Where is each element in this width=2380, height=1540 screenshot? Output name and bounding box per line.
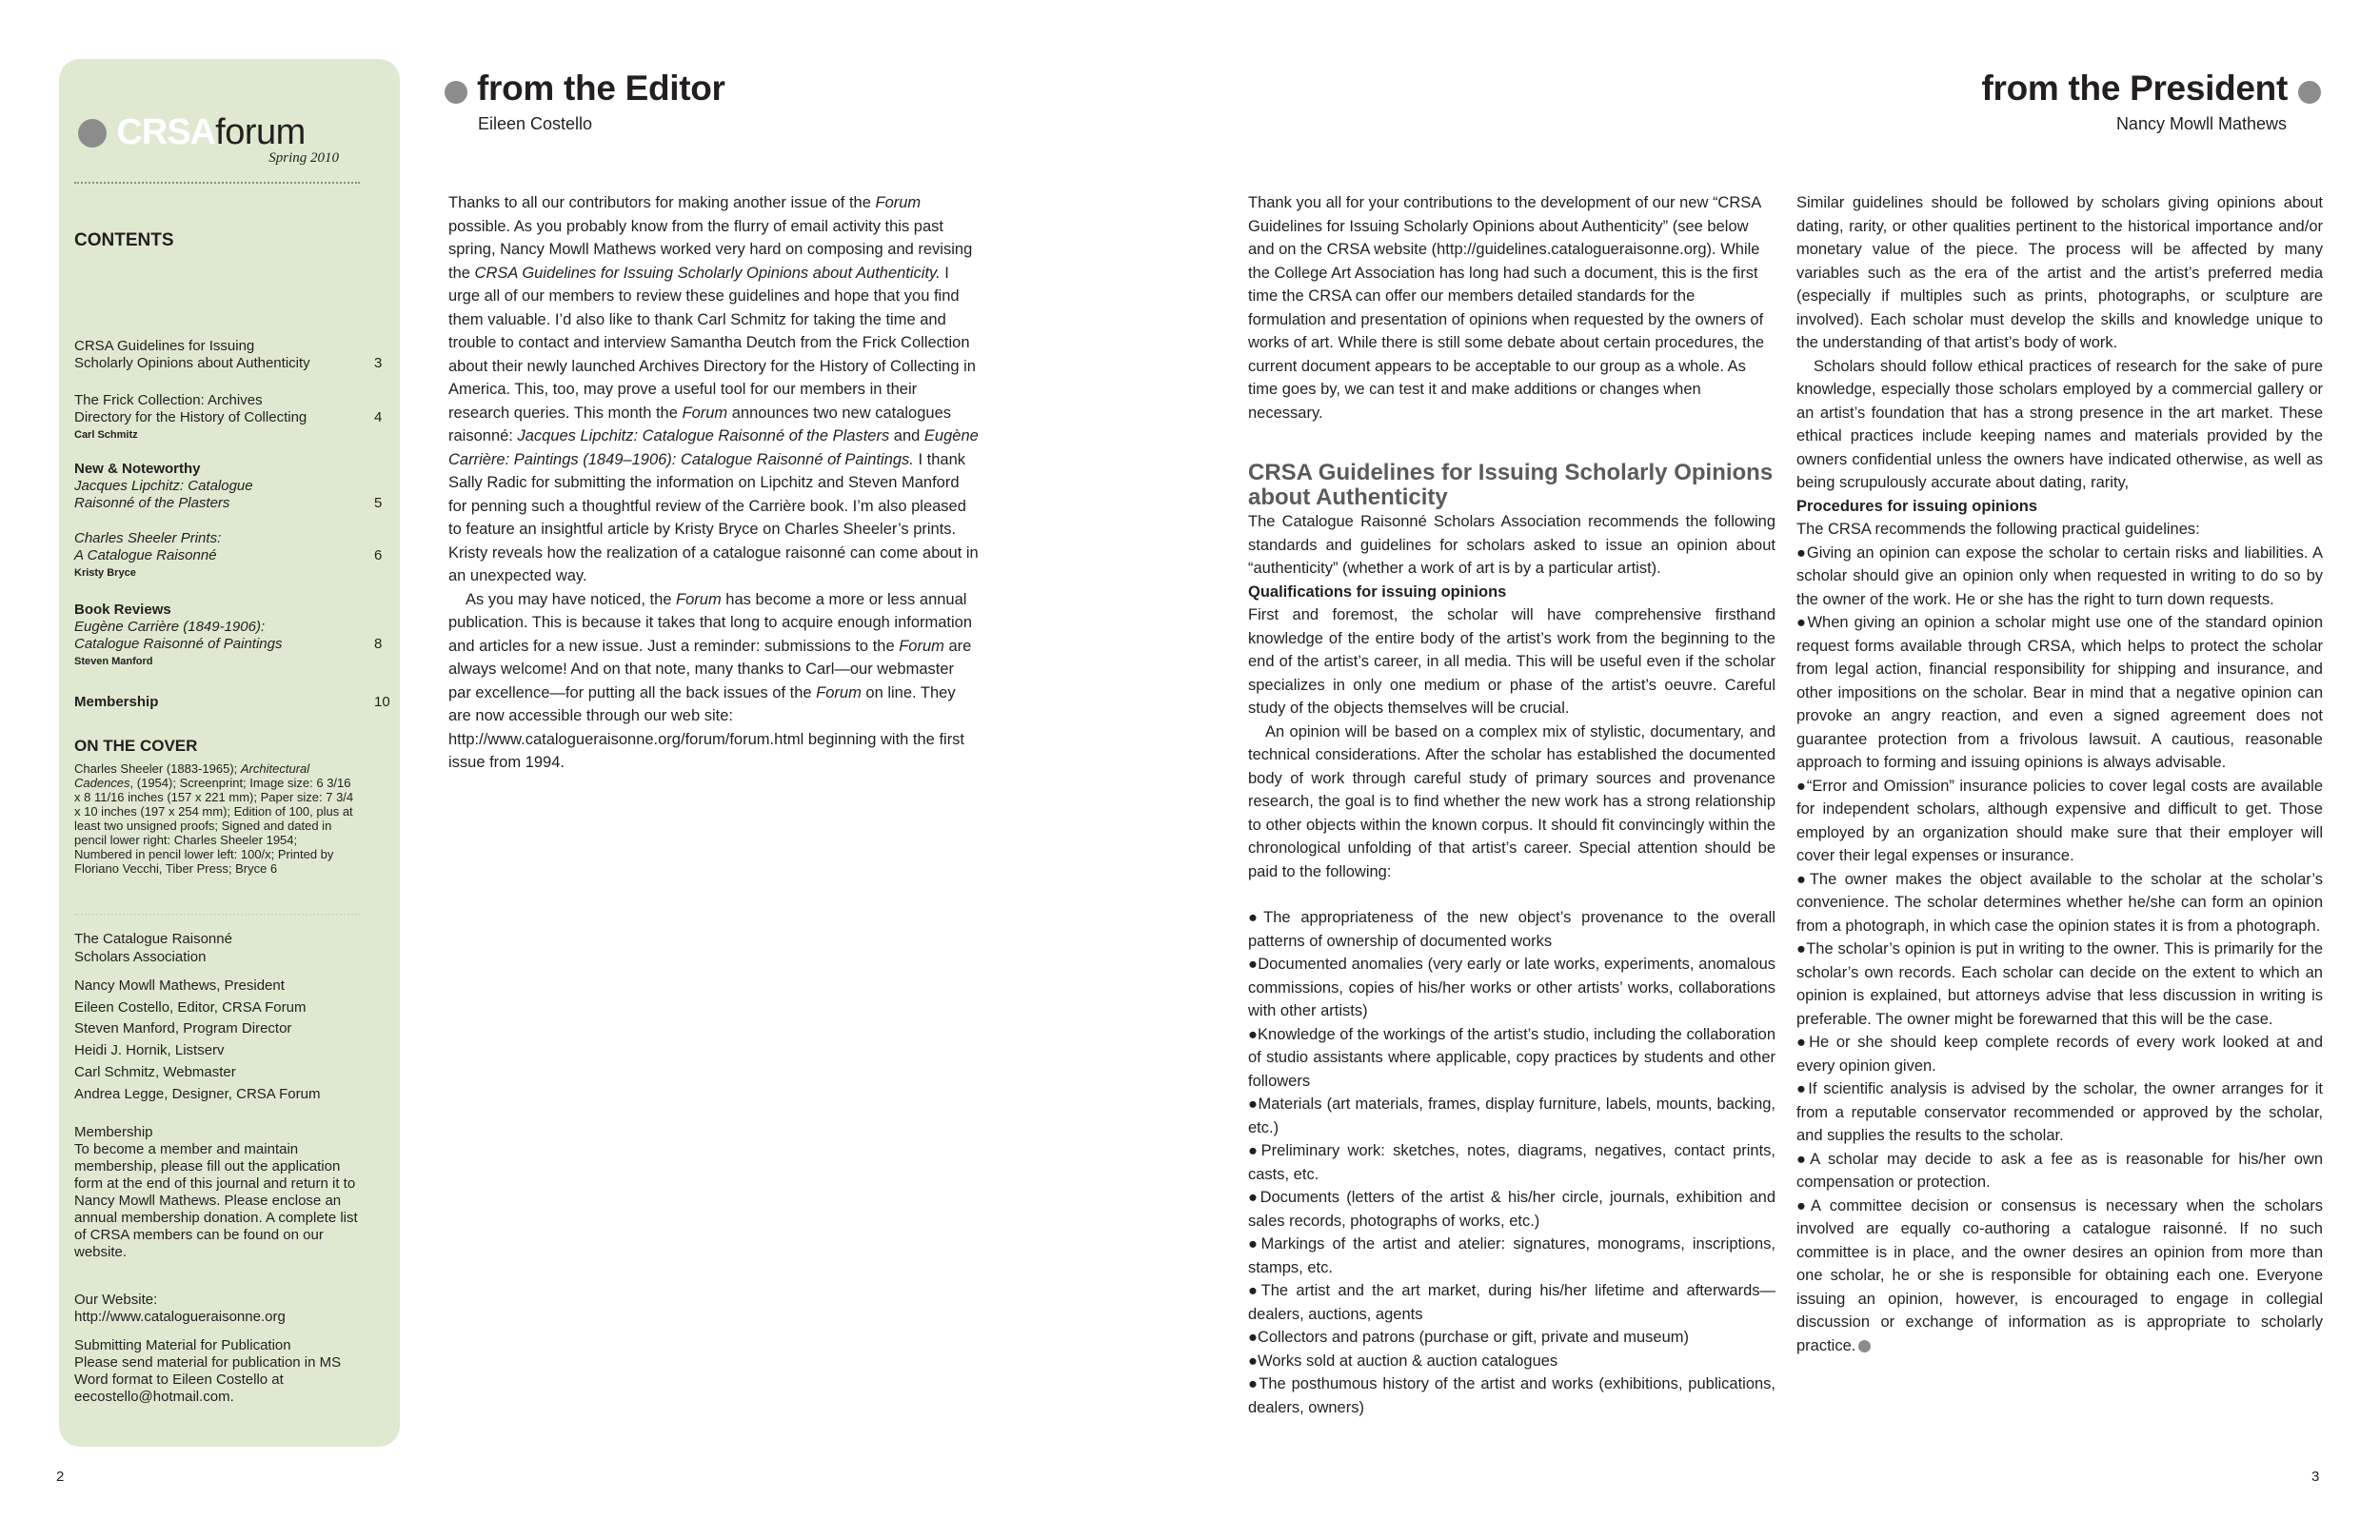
bullet-text: Knowledge of the workings of the artist’s studio, including the collaboration of studio assistants where applicable, copy practices by students and other followers bbox=[1248, 1025, 1776, 1090]
text-run: has become a more or less annual publication. This is because it takes that long to acquire enough information and articles for a new issue. Just a reminder: submissions to the bbox=[448, 590, 973, 655]
bullet-icon: ● bbox=[1248, 1096, 1259, 1113]
bullet-item bbox=[1796, 938, 2323, 1031]
text-run: Forum bbox=[682, 404, 728, 422]
org-name bbox=[74, 930, 232, 966]
toc-title: Raisonné of the Plasters bbox=[74, 495, 230, 511]
text-run: Thanks to all our contributors for making another issue of the bbox=[448, 194, 876, 211]
bullet-item bbox=[1248, 953, 1775, 1023]
staff-member: Andrea Legge, Designer, CRSA Forum bbox=[74, 1085, 321, 1102]
logo-dot-icon bbox=[78, 119, 107, 148]
cover-artist: Charles Sheeler (1883-1965); bbox=[74, 761, 241, 776]
procedures-intro: The CRSA recommends the following practical guidelines: bbox=[1796, 521, 2200, 538]
toc-page-number: 8 bbox=[374, 636, 383, 652]
bullet-text: Collectors and patrons (purchase or gift, private and museum) bbox=[1257, 1329, 1690, 1346]
bullet-text: “Error and Omission” insurance policies to cover legal costs are available for independent scholars, although expensive and difficult to get. Those employed by an organization should make sure that their employer will cover their legal expenses or insurance. bbox=[1796, 777, 2323, 864]
toc-page-number: 5 bbox=[374, 495, 383, 511]
bullet-text: Preliminary work: sketches, notes, diagrams, negatives, contact prints, casts, etc. bbox=[1248, 1142, 1776, 1183]
editor-letter bbox=[448, 191, 980, 775]
text-run: Forum bbox=[899, 637, 944, 655]
text-run: and bbox=[889, 427, 924, 444]
editor-paragraph bbox=[448, 588, 980, 775]
text-run: are always welcome! And on that note, many thanks to Carl—our webmaster par excellence—for putting all the back issues of the bbox=[448, 637, 972, 701]
bullet-text: Materials (art materials, frames, display furniture, labels, mounts, backing, etc.) bbox=[1248, 1096, 1776, 1136]
bullet-icon: ● bbox=[1796, 1150, 1811, 1168]
bullet-text: The owner makes the object available to the scholar at the scholar’s convenience. The scholar determines whether he/she can form an opinion from a photograph, in which case the opinion states it is from a photograph. bbox=[1796, 870, 2323, 935]
bullet-icon: ● bbox=[1796, 614, 1808, 631]
bullet-item bbox=[1248, 1186, 1775, 1233]
toc-author: Carl Schmitz bbox=[74, 429, 138, 441]
bullet-item bbox=[1248, 1093, 1775, 1139]
staff-member: Heidi J. Hornik, Listserv bbox=[74, 1042, 225, 1059]
bullet-icon: ● bbox=[1248, 1189, 1260, 1206]
bullet-item bbox=[1248, 1372, 1775, 1419]
bullet-icon: ● bbox=[1796, 1034, 1810, 1051]
qualifications-list bbox=[1248, 906, 1775, 1419]
bullet-icon: ● bbox=[1248, 1375, 1259, 1392]
submit-block bbox=[74, 1337, 360, 1406]
toc-entry[interactable] bbox=[74, 338, 388, 372]
president-column-2 bbox=[1796, 191, 2323, 1357]
toc-entry[interactable] bbox=[74, 602, 388, 670]
president-paragraph: Scholars should follow ethical practices of research for the sake of pure knowledge, especially those scholars employed by a commercial gallery or an artist’s foundation that has a strong presence in the art market. These ethical practices include keeping names and materials provided by the owners confidential unless the owners have indicated otherwise, as well as being scrupulously accurate about dating, rarity, bbox=[1796, 357, 2323, 491]
toc-title: Jacques Lipchitz: Catalogue bbox=[74, 478, 253, 494]
website-link[interactable]: http://www.catalogueraisonne.org bbox=[74, 1309, 286, 1325]
org-line: Scholars Association bbox=[74, 949, 207, 965]
bullet-item bbox=[1248, 1023, 1775, 1094]
bullet-icon: ● bbox=[1248, 1352, 1258, 1370]
toc-author: Steven Manford bbox=[74, 656, 153, 667]
bullet-icon: ● bbox=[1248, 1025, 1259, 1043]
bullet-icon: ● bbox=[1796, 1196, 1812, 1214]
toc-section: New & Noteworthy bbox=[74, 461, 201, 477]
toc-title: A Catalogue Raisonné bbox=[74, 547, 217, 563]
bullet-text: A scholar may decide to ask a fee as is reasonable for his/her own compensation or protection. bbox=[1796, 1150, 2324, 1191]
president-heading: from the President bbox=[1981, 69, 2288, 108]
bullet-item bbox=[1796, 542, 2323, 612]
bullet-text: Markings of the artist and atelier: signatures, monograms, inscriptions, stamps, etc. bbox=[1248, 1235, 1775, 1276]
bullet-item bbox=[1796, 1194, 2323, 1358]
logo bbox=[78, 112, 306, 153]
text-run: Eugène Carrière: Paintings (1849–1906): Catalogue Raisonné of Paintings. bbox=[448, 427, 979, 468]
bullet-item bbox=[1796, 611, 2323, 775]
text-run: announces two new catalogues raisonné: bbox=[448, 404, 951, 444]
bullet-text: Giving an opinion can expose the scholar to certain risks and liabilities. A scholar should give an opinion only when requested in writing to do so by the owner of the work. He or she has the right to turn down requests. bbox=[1796, 543, 2323, 608]
toc-title: Catalogue Raisonné of Paintings bbox=[74, 636, 283, 652]
bullet-item bbox=[1796, 1031, 2323, 1077]
staff-member: Carl Schmitz, Webmaster bbox=[74, 1063, 236, 1080]
text-run: I thank Sally Radic for submitting the information on Lipchitz and Steven Manford for penning such a thoughtful review of the Carrière book. I’m also pleased to feature an insightful article by Kristy Bryce on Charles Sheeler’s prints. Kristy reveals how the realization of a catalogue raisonné can come about in an unexpected way. bbox=[448, 450, 979, 584]
bullet-text: The scholar’s opinion is put in writing to the owner. This is primarily for the scholar’s own records. Each scholar can decide on the extent to which an opinion is explained, but attorneys advise that less discussion in writing is preferable. The owner might be forewarned that this will be the case. bbox=[1796, 940, 2323, 1028]
bullet-icon: ● bbox=[1796, 543, 1807, 562]
bullet-item bbox=[1248, 1139, 1775, 1186]
submit-heading: Submitting Material for Publication bbox=[74, 1337, 291, 1353]
president-paragraph: Similar guidelines should be followed by scholars giving opinions about dating, rarity, or other qualities pertinent to the historical importance and/or monetary value of the piece. The process will be affected by many variables such as the era of the artist and the artist’s preferred media (especially if multiples such as prints, photographs, or sculpture are involved). Each scholar must develop the skills and knowledge unique to the understanding of that artist’s body of work. bbox=[1796, 194, 2323, 351]
end-mark-icon bbox=[1858, 1340, 1871, 1352]
cover-text: , (1954); Screenprint; Image size: 6 3/16 x 8 11/16 inches (157 x 221 mm); Paper size: 7 3/4 x 10 inches (197 x 254 mm); Edition of 100, plus at least two unsigned proofs; Signed and dated in pencil lower right: Charles Sheeler 1954; Numbered in pencil lower left: 100/x; Printed by Floriano Vecchi, Tiber Press; Bryce 6 bbox=[74, 776, 354, 876]
text-run: Forum bbox=[676, 590, 722, 608]
text-run: CRSA Guidelines for Issuing Scholarly Opinions about Authenticity. bbox=[474, 264, 941, 282]
toc-title: Charles Sheeler Prints: bbox=[74, 530, 222, 546]
staff-member: Eileen Costello, Editor, CRSA Forum bbox=[74, 998, 307, 1016]
bullet-text: If scientific analysis is advised by the scholar, the owner arranges for it from a reputable conservator recommended or approved by the scholar, and supplies the results to the scholar. bbox=[1796, 1080, 2323, 1144]
bullet-item bbox=[1796, 1148, 2323, 1194]
toc-page-number: 4 bbox=[374, 409, 383, 425]
bullet-text: The appropriateness of the new object’s provenance to the overall patterns of ownership of documented works bbox=[1248, 909, 1775, 950]
toc-entry[interactable] bbox=[74, 694, 388, 711]
submit-text: Please send material for publication in MS Word format to Eileen Costello at eecostello@hotmail.com. bbox=[74, 1354, 342, 1405]
toc-entry[interactable] bbox=[74, 530, 388, 582]
bullet-item bbox=[1248, 1326, 1775, 1350]
bullet-icon: ● bbox=[1796, 940, 1807, 958]
website-block bbox=[74, 1292, 286, 1326]
president-column-1 bbox=[1248, 191, 1775, 1419]
bullet-text: A committee decision or consensus is necessary when the scholars involved are equally co-authoring a catalogue raisonné. If no such committee is in place, and the owner desires an opinion from more than one scholar, he or she is responsible for obtaining each one. Everyone issuing an opinion, however, is encouraged to engage in collegial discussion or exchange of information as is appropriate to scholarly practice. bbox=[1796, 1196, 2323, 1354]
toc-title: Directory for the History of Collecting bbox=[74, 409, 307, 425]
bullet-text: Documents (letters of the artist & his/her circle, journals, exhibition and sales records, photographs of works, etc.) bbox=[1248, 1189, 1776, 1230]
page-number-left: 2 bbox=[56, 1469, 65, 1485]
bullet-text: When giving an opinion a scholar might use one of the standard opinion request forms available through CRSA, which helps to protect the scholar from legal action, financial responsibility for shipping and insurance, and other impositions on the scholar. Bear in mind that a negative opinion can provoke an angry reaction, and even a signed agreement does not guarantee protection from a frivolous lawsuit. A cautious, reasonable approach to forming and issuing opinions is always advisable. bbox=[1796, 614, 2323, 771]
editor-heading: from the Editor bbox=[477, 69, 725, 108]
toc-title: CRSA Guidelines for Issuing bbox=[74, 338, 255, 354]
toc-title: Scholarly Opinions about Authenticity bbox=[74, 355, 310, 371]
heading-dot-icon bbox=[445, 81, 467, 104]
heading-dot-icon bbox=[2298, 81, 2321, 104]
toc-section: Book Reviews bbox=[74, 602, 171, 618]
bullet-icon: ● bbox=[1248, 1329, 1258, 1346]
toc-author: Kristy Bryce bbox=[74, 567, 136, 579]
bullet-icon: ● bbox=[1248, 1282, 1261, 1299]
text-run: Jacques Lipchitz: Catalogue Raisonné of the Plasters bbox=[517, 427, 890, 444]
toc-title: Eugène Carrière (1849-1906): bbox=[74, 619, 266, 635]
guidelines-intro: The Catalogue Raisonné Scholars Association recommends the following standards and guidelines for scholars asked to issue an opinion about “authenticity” (whether a work of art is by a particular artist). bbox=[1248, 513, 1775, 577]
cover-heading: ON THE COVER bbox=[74, 737, 198, 755]
procedures-list bbox=[1796, 542, 2323, 1358]
staff-member: Steven Manford, Program Director bbox=[74, 1020, 292, 1037]
text-run: on line. They are now accessible through our web site: http://www.catalogueraisonne.org/forum/forum.html beginning with the first issue from 1994. bbox=[448, 683, 965, 771]
toc-title: The Frick Collection: Archives bbox=[74, 392, 263, 408]
bullet-item bbox=[1796, 775, 2323, 868]
issue-date: Spring 2010 bbox=[268, 150, 339, 166]
page-number-right: 3 bbox=[2311, 1469, 2320, 1485]
membership-block bbox=[74, 1124, 360, 1261]
bullet-item bbox=[1248, 1279, 1775, 1326]
toc-entry[interactable] bbox=[74, 392, 388, 444]
text-run: Forum bbox=[816, 683, 862, 701]
president-author: Nancy Mowll Mathews bbox=[2115, 114, 2287, 133]
org-line: The Catalogue Raisonné bbox=[74, 931, 232, 947]
toc-page-number: 6 bbox=[374, 547, 383, 563]
cover-title: Architectural Cadences bbox=[74, 761, 310, 790]
bullet-icon: ● bbox=[1248, 1142, 1261, 1159]
guidelines-heading: CRSA Guidelines for Issuing Scholarly Opinions about Authenticity bbox=[1248, 460, 1774, 510]
toc-section: Membership bbox=[74, 694, 159, 710]
text-run: Forum bbox=[875, 194, 922, 211]
logo-crsa: CRSA bbox=[116, 112, 216, 152]
toc-page-number: 3 bbox=[374, 355, 383, 371]
divider bbox=[74, 914, 360, 916]
bullet-icon: ● bbox=[1248, 909, 1264, 926]
toc-entry[interactable] bbox=[74, 461, 388, 512]
sidebar-panel bbox=[59, 59, 400, 1447]
bullet-icon: ● bbox=[1796, 870, 1810, 888]
bullet-item bbox=[1796, 1077, 2323, 1148]
editor-paragraph bbox=[448, 191, 980, 588]
bullet-text: The artist and the art market, during his/her lifetime and afterwards—dealers, auctions, agents bbox=[1248, 1282, 1775, 1323]
contents-heading: CONTENTS bbox=[74, 230, 174, 250]
divider bbox=[74, 182, 360, 184]
qualifications-heading: Qualifications for issuing opinions bbox=[1248, 582, 1507, 601]
bullet-text: The posthumous history of the artist and works (exhibitions, publications, dealers, owners) bbox=[1248, 1375, 1776, 1416]
logo-forum: forum bbox=[215, 112, 306, 152]
procedures-heading: Procedures for issuing opinions bbox=[1796, 497, 2038, 515]
bullet-icon: ● bbox=[1796, 1080, 1809, 1097]
bullet-item bbox=[1796, 868, 2323, 938]
bullet-text: He or she should keep complete records of every work looked at and every opinion given. bbox=[1796, 1034, 2323, 1075]
bullet-item bbox=[1248, 1350, 1775, 1373]
staff-member: Nancy Mowll Mathews, President bbox=[74, 977, 285, 994]
toc-page-number: 10 bbox=[374, 694, 390, 710]
membership-text: To become a member and maintain membership, please fill out the application form at the end of this journal and return it to Nancy Mowll Mathews. Please enclose an annual membership donation. A complete list of CRSA members can be found on our website. bbox=[74, 1141, 358, 1260]
cover-caption bbox=[74, 761, 355, 876]
bullet-item bbox=[1248, 906, 1775, 953]
staff-list bbox=[74, 976, 320, 1105]
bullet-icon: ● bbox=[1248, 1235, 1261, 1253]
bullet-text: Documented anomalies (very early or late works, experiments, anomalous commissions, copies of his/her works or other artists’ works, collaborations with other artists) bbox=[1248, 956, 1775, 1019]
bullet-icon: ● bbox=[1796, 777, 1807, 795]
bullet-icon: ● bbox=[1248, 956, 1259, 973]
text-run: As you may have noticed, the bbox=[466, 590, 677, 608]
bullet-item bbox=[1248, 1233, 1775, 1279]
president-intro: Thank you all for your contributions to the development of our new “CRSA Guidelines for Issuing Scholarly Opinions about Authenticity” (see below and on the CRSA website (http://guidelines.catalogueraisonne.org). While the College Art Association has long had such a document, this is the first time the CRSA can offer our members detailed standards for the formulation and presentation of opinions when requested by the owners of works of art. While there is still some debate about certain procedures, the current document appears to be acceptable to our group as a whole. As time goes by, we can test it and make additions or changes when necessary. bbox=[1248, 194, 1765, 422]
qualifications-paragraph: An opinion will be based on a complex mix of stylistic, documentary, and technical considerations. After the scholar has established the documented body of work through careful study of primary sources and provenance research, the goal is to find whether the new work has a strong relationship to other objects within the known corpus. It should fit convincingly within the chronological unfolding of that artist’s career. Special attention should be paid to the following: bbox=[1248, 722, 1775, 880]
qualifications-paragraph: First and foremost, the scholar will have comprehensive firsthand knowledge of the entire body of the artist’s work from the beginning to the end of the artist’s career, in all media. This will be useful even if the scholar specializes in only one medium or phase of the artist’s oeuvre. Careful study of the objects themselves will be crucial. bbox=[1248, 606, 1775, 717]
editor-author: Eileen Costello bbox=[478, 114, 593, 133]
text-run: I urge all of our members to review these guidelines and hope that you find them valuable. I’d also like to thank Carl Schmitz for taking the time and trouble to contact and interview Samantha Deutch from the Frick Collection about their newly launched Archives Directory for the History of Collecting in America. This, too, may prove a useful tool for our members in their research queries. This month the bbox=[448, 264, 976, 422]
membership-heading: Membership bbox=[74, 1124, 153, 1140]
bullet-text: Works sold at auction & auction catalogues bbox=[1257, 1352, 1558, 1370]
text-run: possible. As you probably know from the flurry of email activity this past spring, Nancy Mowll Mathews worked very hard on composing and revising the bbox=[448, 217, 973, 282]
website-heading: Our Website: bbox=[74, 1292, 158, 1308]
